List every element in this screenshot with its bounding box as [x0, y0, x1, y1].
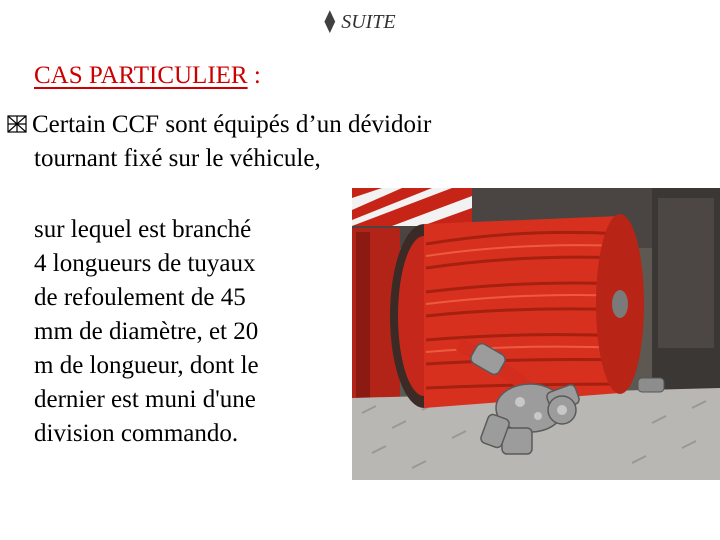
fire-hose-reel-photo — [352, 188, 720, 480]
header-text: SUITE — [341, 11, 396, 33]
diamond-icon: ⧫ — [324, 8, 336, 33]
slide-title — [34, 62, 261, 90]
star-box-icon — [6, 113, 28, 135]
bullet-line-2: tournant fixé sur le véhicule, — [34, 145, 321, 172]
body-paragraph: sur lequel est branché 4 longueurs de tuyaux de refoulement de 45 mm de diamètre, et 20 m de longueur, dont le dernier est muni d'une division commando. — [34, 216, 259, 447]
title-suffix: : — [247, 62, 261, 89]
title-text: CAS PARTICULIER — [34, 62, 248, 89]
bullet-line-1: Certain CCF sont équipés d’un dévidoir — [32, 111, 432, 138]
bullet-item — [6, 108, 706, 176]
slide-header — [0, 8, 720, 34]
